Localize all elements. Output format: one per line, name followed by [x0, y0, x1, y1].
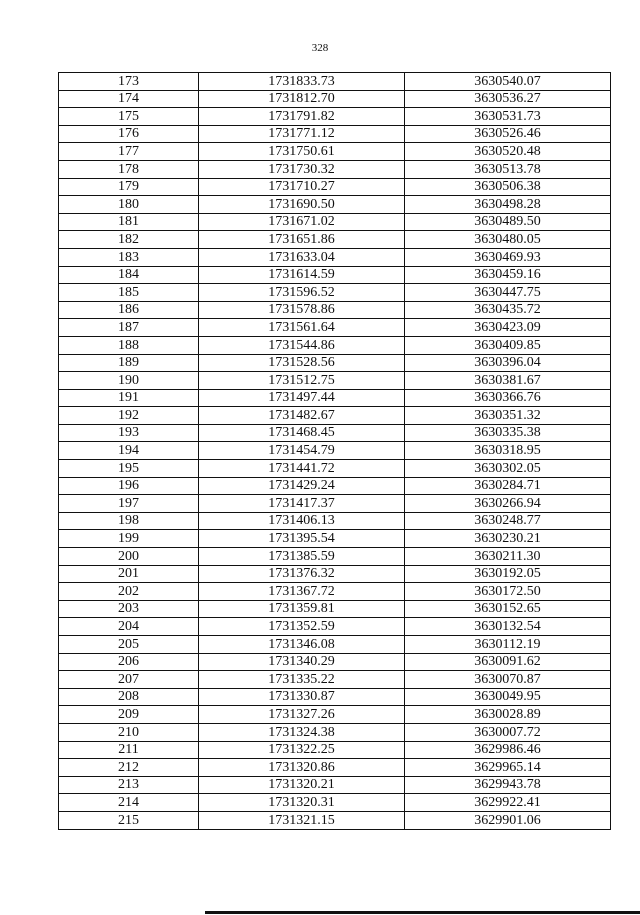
x-coordinate-cell: 1731468.45 [199, 424, 405, 442]
x-coordinate-cell: 1731791.82 [199, 108, 405, 126]
x-coordinate-cell: 1731359.81 [199, 600, 405, 618]
y-coordinate-cell: 3630248.77 [405, 512, 611, 530]
table-row [59, 565, 611, 583]
x-coordinate-cell: 1731482.67 [199, 407, 405, 425]
point-number-cell: 189 [59, 354, 199, 372]
x-coordinate-cell: 1731690.50 [199, 196, 405, 214]
table-row [59, 213, 611, 231]
y-coordinate-cell: 3630409.85 [405, 336, 611, 354]
point-number-cell: 173 [59, 73, 199, 91]
point-number-cell: 185 [59, 284, 199, 302]
point-number-cell: 197 [59, 495, 199, 513]
table-row [59, 160, 611, 178]
x-coordinate-cell: 1731812.70 [199, 90, 405, 108]
x-coordinate-cell: 1731512.75 [199, 372, 405, 390]
x-coordinate-cell: 1731324.38 [199, 723, 405, 741]
x-coordinate-cell: 1731497.44 [199, 389, 405, 407]
y-coordinate-cell: 3630266.94 [405, 495, 611, 513]
y-coordinate-cell: 3630284.71 [405, 477, 611, 495]
table-row [59, 196, 611, 214]
point-number-cell: 207 [59, 671, 199, 689]
y-coordinate-cell: 3630152.65 [405, 600, 611, 618]
point-number-cell: 188 [59, 336, 199, 354]
point-number-cell: 200 [59, 548, 199, 566]
y-coordinate-cell: 3630540.07 [405, 73, 611, 91]
table-row [59, 266, 611, 284]
point-number-cell: 215 [59, 811, 199, 829]
point-number-cell: 198 [59, 512, 199, 530]
x-coordinate-cell: 1731651.86 [199, 231, 405, 249]
y-coordinate-cell: 3630211.30 [405, 548, 611, 566]
x-coordinate-cell: 1731367.72 [199, 583, 405, 601]
y-coordinate-cell: 3630070.87 [405, 671, 611, 689]
point-number-cell: 176 [59, 125, 199, 143]
point-number-cell: 210 [59, 723, 199, 741]
y-coordinate-cell: 3629986.46 [405, 741, 611, 759]
point-number-cell: 213 [59, 776, 199, 794]
x-coordinate-cell: 1731417.37 [199, 495, 405, 513]
table-row [59, 301, 611, 319]
table-row [59, 336, 611, 354]
y-coordinate-cell: 3630318.95 [405, 442, 611, 460]
x-coordinate-cell: 1731321.15 [199, 811, 405, 829]
x-coordinate-cell: 1731320.31 [199, 794, 405, 812]
point-number-cell: 214 [59, 794, 199, 812]
point-number-cell: 190 [59, 372, 199, 390]
table-row [59, 530, 611, 548]
x-coordinate-cell: 1731385.59 [199, 548, 405, 566]
point-number-cell: 187 [59, 319, 199, 337]
point-number-cell: 186 [59, 301, 199, 319]
x-coordinate-cell: 1731441.72 [199, 460, 405, 478]
table-row [59, 512, 611, 530]
table-row [59, 723, 611, 741]
point-number-cell: 195 [59, 460, 199, 478]
y-coordinate-cell: 3629901.06 [405, 811, 611, 829]
y-coordinate-cell: 3630132.54 [405, 618, 611, 636]
x-coordinate-cell: 1731406.13 [199, 512, 405, 530]
table-row [59, 73, 611, 91]
table-row [59, 284, 611, 302]
table-row [59, 424, 611, 442]
x-coordinate-cell: 1731340.29 [199, 653, 405, 671]
y-coordinate-cell: 3630091.62 [405, 653, 611, 671]
y-coordinate-cell: 3630447.75 [405, 284, 611, 302]
table-row [59, 794, 611, 812]
point-number-cell: 184 [59, 266, 199, 284]
table-row [59, 495, 611, 513]
table-row [59, 653, 611, 671]
y-coordinate-cell: 3630302.05 [405, 460, 611, 478]
y-coordinate-cell: 3630459.16 [405, 266, 611, 284]
table-body [59, 73, 611, 830]
y-coordinate-cell: 3630498.28 [405, 196, 611, 214]
y-coordinate-cell: 3630381.67 [405, 372, 611, 390]
x-coordinate-cell: 1731561.64 [199, 319, 405, 337]
y-coordinate-cell: 3630007.72 [405, 723, 611, 741]
point-number-cell: 183 [59, 248, 199, 266]
table-row [59, 248, 611, 266]
y-coordinate-cell: 3630192.05 [405, 565, 611, 583]
x-coordinate-cell: 1731320.21 [199, 776, 405, 794]
x-coordinate-cell: 1731578.86 [199, 301, 405, 319]
point-number-cell: 177 [59, 143, 199, 161]
y-coordinate-cell: 3630435.72 [405, 301, 611, 319]
table-row [59, 477, 611, 495]
y-coordinate-cell: 3629922.41 [405, 794, 611, 812]
y-coordinate-cell: 3630049.95 [405, 688, 611, 706]
y-coordinate-cell: 3630489.50 [405, 213, 611, 231]
point-number-cell: 211 [59, 741, 199, 759]
point-number-cell: 192 [59, 407, 199, 425]
x-coordinate-cell: 1731376.32 [199, 565, 405, 583]
point-number-cell: 204 [59, 618, 199, 636]
x-coordinate-cell: 1731320.86 [199, 759, 405, 777]
y-coordinate-cell: 3630480.05 [405, 231, 611, 249]
table-row [59, 442, 611, 460]
table-row [59, 759, 611, 777]
table-row [59, 407, 611, 425]
table-row [59, 90, 611, 108]
y-coordinate-cell: 3630506.38 [405, 178, 611, 196]
point-number-cell: 178 [59, 160, 199, 178]
y-coordinate-cell: 3630520.48 [405, 143, 611, 161]
y-coordinate-cell: 3630396.04 [405, 354, 611, 372]
point-number-cell: 199 [59, 530, 199, 548]
x-coordinate-cell: 1731671.02 [199, 213, 405, 231]
table-row [59, 583, 611, 601]
x-coordinate-cell: 1731330.87 [199, 688, 405, 706]
table-row [59, 178, 611, 196]
point-number-cell: 202 [59, 583, 199, 601]
x-coordinate-cell: 1731395.54 [199, 530, 405, 548]
x-coordinate-cell: 1731710.27 [199, 178, 405, 196]
page-number: 328 [311, 42, 329, 54]
table-row [59, 372, 611, 390]
point-number-cell: 179 [59, 178, 199, 196]
x-coordinate-cell: 1731633.04 [199, 248, 405, 266]
x-coordinate-cell: 1731614.59 [199, 266, 405, 284]
coordinates-table-container [58, 72, 610, 830]
point-number-cell: 208 [59, 688, 199, 706]
y-coordinate-cell: 3630028.89 [405, 706, 611, 724]
x-coordinate-cell: 1731750.61 [199, 143, 405, 161]
x-coordinate-cell: 1731335.22 [199, 671, 405, 689]
table-row [59, 389, 611, 407]
y-coordinate-cell: 3630351.32 [405, 407, 611, 425]
y-coordinate-cell: 3630531.73 [405, 108, 611, 126]
table-row [59, 600, 611, 618]
table-row [59, 125, 611, 143]
table-row [59, 706, 611, 724]
x-coordinate-cell: 1731429.24 [199, 477, 405, 495]
y-coordinate-cell: 3630112.19 [405, 636, 611, 654]
coordinates-table [58, 72, 611, 830]
x-coordinate-cell: 1731327.26 [199, 706, 405, 724]
x-coordinate-cell: 1731352.59 [199, 618, 405, 636]
point-number-cell: 212 [59, 759, 199, 777]
point-number-cell: 201 [59, 565, 199, 583]
x-coordinate-cell: 1731528.56 [199, 354, 405, 372]
table-row [59, 636, 611, 654]
point-number-cell: 206 [59, 653, 199, 671]
table-row [59, 618, 611, 636]
y-coordinate-cell: 3630172.50 [405, 583, 611, 601]
point-number-cell: 175 [59, 108, 199, 126]
y-coordinate-cell: 3630230.21 [405, 530, 611, 548]
table-row [59, 671, 611, 689]
y-coordinate-cell: 3630335.38 [405, 424, 611, 442]
x-coordinate-cell: 1731346.08 [199, 636, 405, 654]
x-coordinate-cell: 1731833.73 [199, 73, 405, 91]
y-coordinate-cell: 3630366.76 [405, 389, 611, 407]
x-coordinate-cell: 1731322.25 [199, 741, 405, 759]
point-number-cell: 196 [59, 477, 199, 495]
x-coordinate-cell: 1731454.79 [199, 442, 405, 460]
point-number-cell: 194 [59, 442, 199, 460]
y-coordinate-cell: 3630526.46 [405, 125, 611, 143]
point-number-cell: 209 [59, 706, 199, 724]
table-row [59, 231, 611, 249]
y-coordinate-cell: 3630423.09 [405, 319, 611, 337]
x-coordinate-cell: 1731596.52 [199, 284, 405, 302]
y-coordinate-cell: 3630469.93 [405, 248, 611, 266]
page-bottom-rule [205, 911, 640, 914]
table-row [59, 319, 611, 337]
x-coordinate-cell: 1731771.12 [199, 125, 405, 143]
table-row [59, 143, 611, 161]
point-number-cell: 205 [59, 636, 199, 654]
table-row [59, 811, 611, 829]
table-row [59, 548, 611, 566]
point-number-cell: 181 [59, 213, 199, 231]
x-coordinate-cell: 1731730.32 [199, 160, 405, 178]
point-number-cell: 182 [59, 231, 199, 249]
table-row [59, 108, 611, 126]
x-coordinate-cell: 1731544.86 [199, 336, 405, 354]
table-row [59, 776, 611, 794]
table-row [59, 354, 611, 372]
y-coordinate-cell: 3629965.14 [405, 759, 611, 777]
y-coordinate-cell: 3630536.27 [405, 90, 611, 108]
y-coordinate-cell: 3630513.78 [405, 160, 611, 178]
table-row [59, 688, 611, 706]
point-number-cell: 180 [59, 196, 199, 214]
point-number-cell: 174 [59, 90, 199, 108]
point-number-cell: 193 [59, 424, 199, 442]
point-number-cell: 191 [59, 389, 199, 407]
table-row [59, 460, 611, 478]
table-row [59, 741, 611, 759]
y-coordinate-cell: 3629943.78 [405, 776, 611, 794]
point-number-cell: 203 [59, 600, 199, 618]
